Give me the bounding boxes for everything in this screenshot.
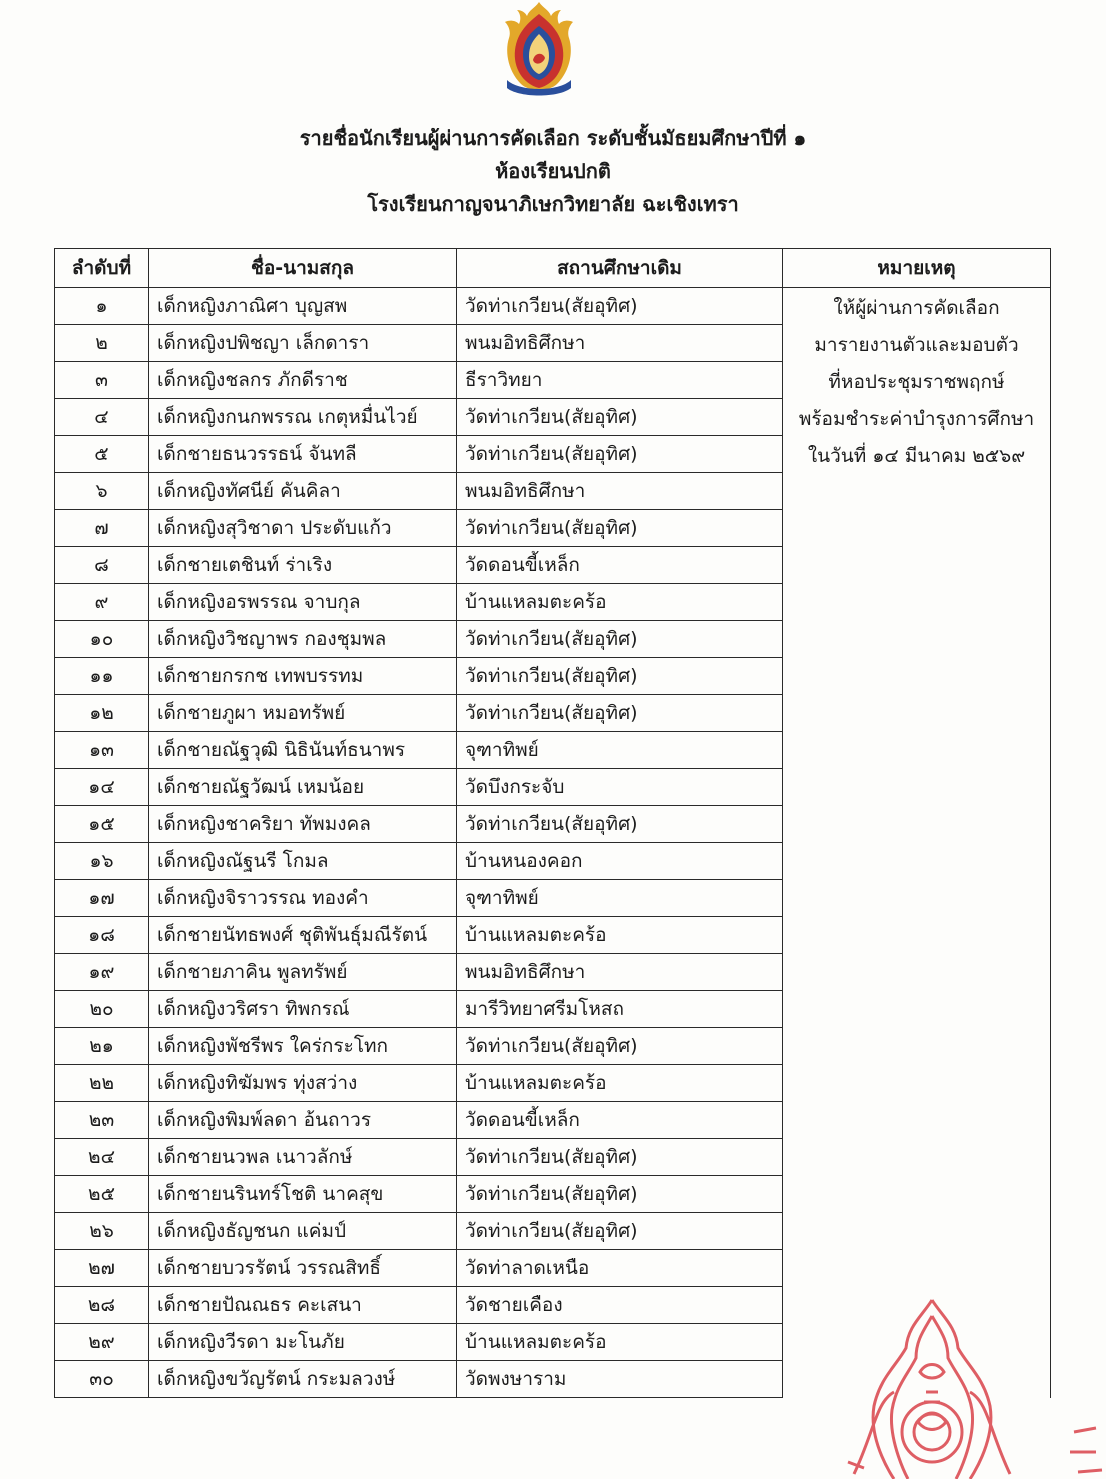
student-full-name: เด็กชายกรกช เทพบรรทม	[149, 658, 457, 695]
student-order-number: ๖	[55, 473, 149, 510]
student-full-name: เด็กชายณัฐวุฒิ นิธินันท์ธนาพร	[149, 732, 457, 769]
student-order-number: ๒๘	[55, 1287, 149, 1324]
student-order-number: ๒๗	[55, 1250, 149, 1287]
student-order-number: ๓๐	[55, 1361, 149, 1398]
previous-school: บ้านแหลมตะคร้อ	[457, 1324, 783, 1361]
student-full-name: เด็กหญิงทิฆัมพร ทุ่งสว่าง	[149, 1065, 457, 1102]
student-order-number: ๑๕	[55, 806, 149, 843]
column-header-school: สถานศึกษาเดิม	[457, 249, 783, 288]
previous-school: วัดท่าเกวียน(สัยอุทิศ)	[457, 1139, 783, 1176]
student-full-name: เด็กหญิงวิชญาพร กองชุมพล	[149, 621, 457, 658]
table-row	[55, 288, 1051, 325]
previous-school: วัดท่าเกวียน(สัยอุทิศ)	[457, 1213, 783, 1250]
previous-school: วัดท่าเกวียน(สัยอุทิศ)	[457, 621, 783, 658]
student-order-number: ๒๔	[55, 1139, 149, 1176]
official-seal-stamp-icon	[834, 1282, 1106, 1479]
column-header-order: ลำดับที่	[55, 249, 149, 288]
previous-school: บ้านแหลมตะคร้อ	[457, 1065, 783, 1102]
student-full-name: เด็กหญิงธัญชนก แค่มป์	[149, 1213, 457, 1250]
student-full-name: เด็กหญิงชาคริยา ทัพมงคล	[149, 806, 457, 843]
previous-school: วัดดอนขี้เหล็ก	[457, 547, 783, 584]
student-order-number: ๔	[55, 399, 149, 436]
previous-school: พนมอิทธิศึกษา	[457, 325, 783, 362]
remark-line: ที่หอประชุมราชพฤกษ์	[828, 371, 1005, 393]
student-order-number: ๒	[55, 325, 149, 362]
previous-school: วัดท่าเกวียน(สัยอุทิศ)	[457, 658, 783, 695]
student-full-name: เด็กหญิงขวัญรัตน์ กระมลวงษ์	[149, 1361, 457, 1398]
student-list-table	[54, 248, 1051, 1398]
student-full-name: เด็กหญิงณัฐนรี โกมล	[149, 843, 457, 880]
student-full-name: เด็กหญิงปพิชญา เล็กดารา	[149, 325, 457, 362]
previous-school: วัดชายเคือง	[457, 1287, 783, 1324]
student-order-number: ๑๓	[55, 732, 149, 769]
student-order-number: ๑๖	[55, 843, 149, 880]
student-full-name: เด็กหญิงภาณิศา บุญสพ	[149, 288, 457, 325]
student-order-number: ๒๕	[55, 1176, 149, 1213]
student-order-number: ๗	[55, 510, 149, 547]
previous-school: พนมอิทธิศึกษา	[457, 954, 783, 991]
previous-school: วัดท่าเกวียน(สัยอุทิศ)	[457, 399, 783, 436]
student-full-name: เด็กหญิงสุวิชาดา ประดับแก้ว	[149, 510, 457, 547]
previous-school: จุฑาทิพย์	[457, 732, 783, 769]
student-order-number: ๒๖	[55, 1213, 149, 1250]
student-full-name: เด็กหญิงพิมพ์ลดา อ้นถาวร	[149, 1102, 457, 1139]
student-full-name: เด็กหญิงทัศนีย์ คันคิลา	[149, 473, 457, 510]
student-order-number: ๑๑	[55, 658, 149, 695]
student-full-name: เด็กชายบวรรัตน์ วรรณสิทธิ์	[149, 1250, 457, 1287]
student-full-name: เด็กชายนวพล เนาวลักษ์	[149, 1139, 457, 1176]
previous-school: วัดท่าเกวียน(สัยอุทิศ)	[457, 288, 783, 325]
remark-line: ในวันที่ ๑๔ มีนาคม ๒๕๖๙	[807, 445, 1026, 467]
classroom-type: ห้องเรียนปกติ	[495, 159, 611, 183]
student-full-name: เด็กหญิงวีรดา มะโนภัย	[149, 1324, 457, 1361]
previous-school: วัดบึงกระจับ	[457, 769, 783, 806]
previous-school: บ้านแหลมตะคร้อ	[457, 584, 783, 621]
student-order-number: ๒๐	[55, 991, 149, 1028]
student-order-number: ๒๙	[55, 1324, 149, 1361]
student-full-name: เด็กชายนรินทร์โชติ นาคสุข	[149, 1176, 457, 1213]
student-full-name: เด็กชายณัฐวัฒน์ เหมน้อย	[149, 769, 457, 806]
remark-line: ให้ผู้ผ่านการคัดเลือก	[833, 297, 1000, 319]
student-order-number: ๑	[55, 288, 149, 325]
student-full-name: เด็กชายปัณณธร คะเสนา	[149, 1287, 457, 1324]
previous-school: วัดท่าเกวียน(สัยอุทิศ)	[457, 806, 783, 843]
school-name: โรงเรียนกาญจนาภิเษกวิทยาลัย ฉะเชิงเทรา	[367, 192, 739, 216]
remark-line: มารายงานตัวและมอบตัว	[814, 334, 1019, 356]
student-order-number: ๑๐	[55, 621, 149, 658]
student-full-name: เด็กชายธนวรรธน์ จันทลี	[149, 436, 457, 473]
student-full-name: เด็กหญิงพัชรีพร ใคร่กระโทก	[149, 1028, 457, 1065]
student-full-name: เด็กหญิงวริศรา ทิพกรณ์	[149, 991, 457, 1028]
column-header-name: ชื่อ-นามสกุล	[149, 249, 457, 288]
previous-school: วัดท่าเกวียน(สัยอุทิศ)	[457, 695, 783, 732]
column-header-remark: หมายเหตุ	[783, 249, 1051, 288]
remark-cell	[783, 288, 1051, 1398]
student-order-number: ๒๒	[55, 1065, 149, 1102]
previous-school: พนมอิทธิศึกษา	[457, 473, 783, 510]
student-order-number: ๙	[55, 584, 149, 621]
document-title: รายชื่อนักเรียนผู้ผ่านการคัดเลือก ระดับชั้นมัธยมศึกษาปีที่ ๑	[299, 126, 807, 150]
table-header-row	[55, 249, 1051, 288]
student-full-name: เด็กหญิงกนกพรรณ เกตุหมื่นไวย์	[149, 399, 457, 436]
student-order-number: ๑๙	[55, 954, 149, 991]
previous-school: วัดดอนขี้เหล็ก	[457, 1102, 783, 1139]
student-order-number: ๑๔	[55, 769, 149, 806]
previous-school: วัดท่าเกวียน(สัยอุทิศ)	[457, 510, 783, 547]
student-full-name: เด็กชายภาคิน พูลทรัพย์	[149, 954, 457, 991]
previous-school: วัดท่าเกวียน(สัยอุทิศ)	[457, 1028, 783, 1065]
student-order-number: ๑๘	[55, 917, 149, 954]
student-order-number: ๒๓	[55, 1102, 149, 1139]
student-full-name: เด็กชายนัทธพงศ์ ชุติพันธุ์มณีรัตน์	[149, 917, 457, 954]
document-header	[0, 122, 1106, 221]
student-order-number: ๕	[55, 436, 149, 473]
student-full-name: เด็กชายภูผา หมอทรัพย์	[149, 695, 457, 732]
previous-school: ธีราวิทยา	[457, 362, 783, 399]
school-emblem-icon	[499, 0, 579, 96]
student-order-number: ๓	[55, 362, 149, 399]
previous-school: จุฑาทิพย์	[457, 880, 783, 917]
previous-school: วัดพงษาราม	[457, 1361, 783, 1398]
previous-school: บ้านหนองคอก	[457, 843, 783, 880]
student-full-name: เด็กหญิงอรพรรณ จาบกุล	[149, 584, 457, 621]
previous-school: วัดท่าเกวียน(สัยอุทิศ)	[457, 1176, 783, 1213]
student-full-name: เด็กหญิงชลกร ภักดีราช	[149, 362, 457, 399]
student-order-number: ๑๒	[55, 695, 149, 732]
previous-school: บ้านแหลมตะคร้อ	[457, 917, 783, 954]
student-order-number: ๒๑	[55, 1028, 149, 1065]
previous-school: วัดท่าลาดเหนือ	[457, 1250, 783, 1287]
student-order-number: ๑๗	[55, 880, 149, 917]
previous-school: วัดท่าเกวียน(สัยอุทิศ)	[457, 436, 783, 473]
student-full-name: เด็กชายเตชินท์ ร่าเริง	[149, 547, 457, 584]
previous-school: มารีวิทยาศรีมโหสถ	[457, 991, 783, 1028]
remark-line: พร้อมชำระค่าบำรุงการศึกษา	[798, 408, 1035, 430]
student-order-number: ๘	[55, 547, 149, 584]
student-full-name: เด็กหญิงจิราวรรณ ทองคำ	[149, 880, 457, 917]
